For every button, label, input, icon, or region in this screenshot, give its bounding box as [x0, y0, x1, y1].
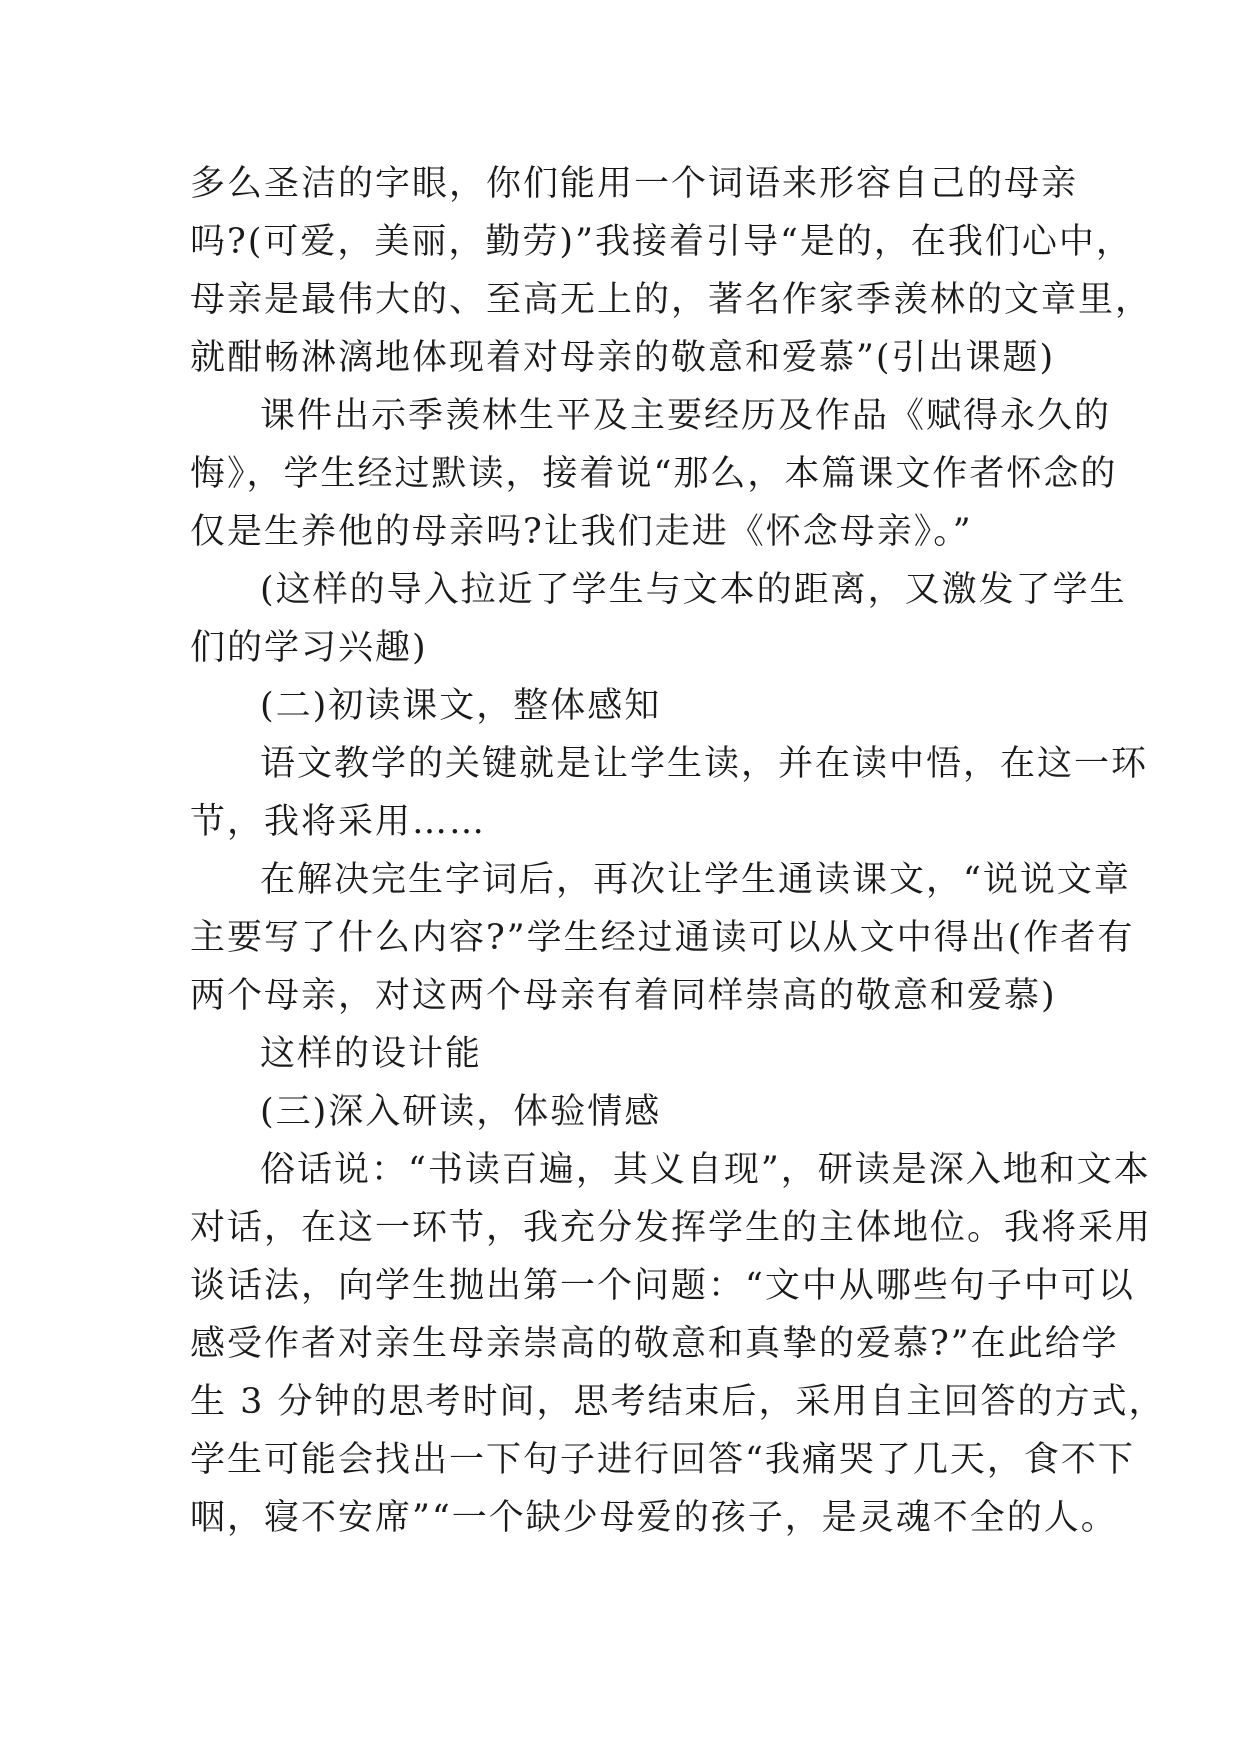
text-line: 学生可能会找出一下句子进行回答“我痛哭了几天，食不下 [190, 1440, 1135, 1480]
text-line: 生 3 分钟的思考时间，思考结束后，采用自主回答的方式， [190, 1382, 1166, 1422]
text-line: 主要写了什么内容?”学生经过通读可以从文中得出(作者有 [190, 918, 1135, 958]
section-heading: (二)初读课文，整体感知 [260, 686, 662, 726]
text-line: 咽，寝不安席”“一个缺少母爱的孩子，是灵魂不全的人。 [190, 1498, 1118, 1538]
text-line: 这样的设计能 [260, 1034, 483, 1074]
text-line: 两个母亲，对这两个母亲有着同样崇高的敬意和爱慕) [190, 976, 1057, 1016]
text-line: (这样的导入拉近了学生与文本的距离，又激发了学生 [260, 570, 1127, 610]
text-line: 谈话法，向学生抛出第一个问题：“文中从哪些句子中可以 [190, 1266, 1135, 1306]
text-line: 在解决完生字词后，再次让学生通读课文，“说说文章 [260, 860, 1131, 900]
text-line: 仅是生养他的母亲吗?让我们走进《怀念母亲》。” [190, 512, 973, 552]
text-line: 母亲是最伟大的、至高无上的，著名作家季羡林的文章里， [190, 280, 1153, 320]
section-heading: (三)深入研读，体验情感 [260, 1092, 662, 1132]
text-line: 俗话说：“书读百遍，其义自现”，研读是深入地和文本 [260, 1150, 1151, 1190]
text-line: 课件出示季羡林生平及主要经历及作品《赋得永久的 [260, 396, 1112, 436]
text-line: 感受作者对亲生母亲崇高的敬意和真挚的爱慕?”在此给学 [190, 1324, 1119, 1364]
text-line: 节，我将采用…… [190, 802, 487, 842]
text-line: 对话，在这一环节，我充分发挥学生的主体地位。我将采用 [190, 1208, 1153, 1248]
text-line: 们的学习兴趣) [190, 628, 428, 668]
text-line: 悔》，学生经过默读，接着说“那么，本篇课文作者怀念的 [190, 454, 1118, 494]
text-line: 就酣畅淋漓地体现着对母亲的敬意和爱慕”(引出课题) [190, 338, 1056, 378]
text-line: 多么圣洁的字眼，你们能用一个词语来形容自己的母亲 [190, 164, 1079, 204]
text-line: 吗?(可爱，美丽，勤劳)”我接着引导“是的，在我们心中， [190, 222, 1133, 262]
text-line: 语文教学的关键就是让学生读，并在读中悟，在这一环 [260, 744, 1149, 784]
